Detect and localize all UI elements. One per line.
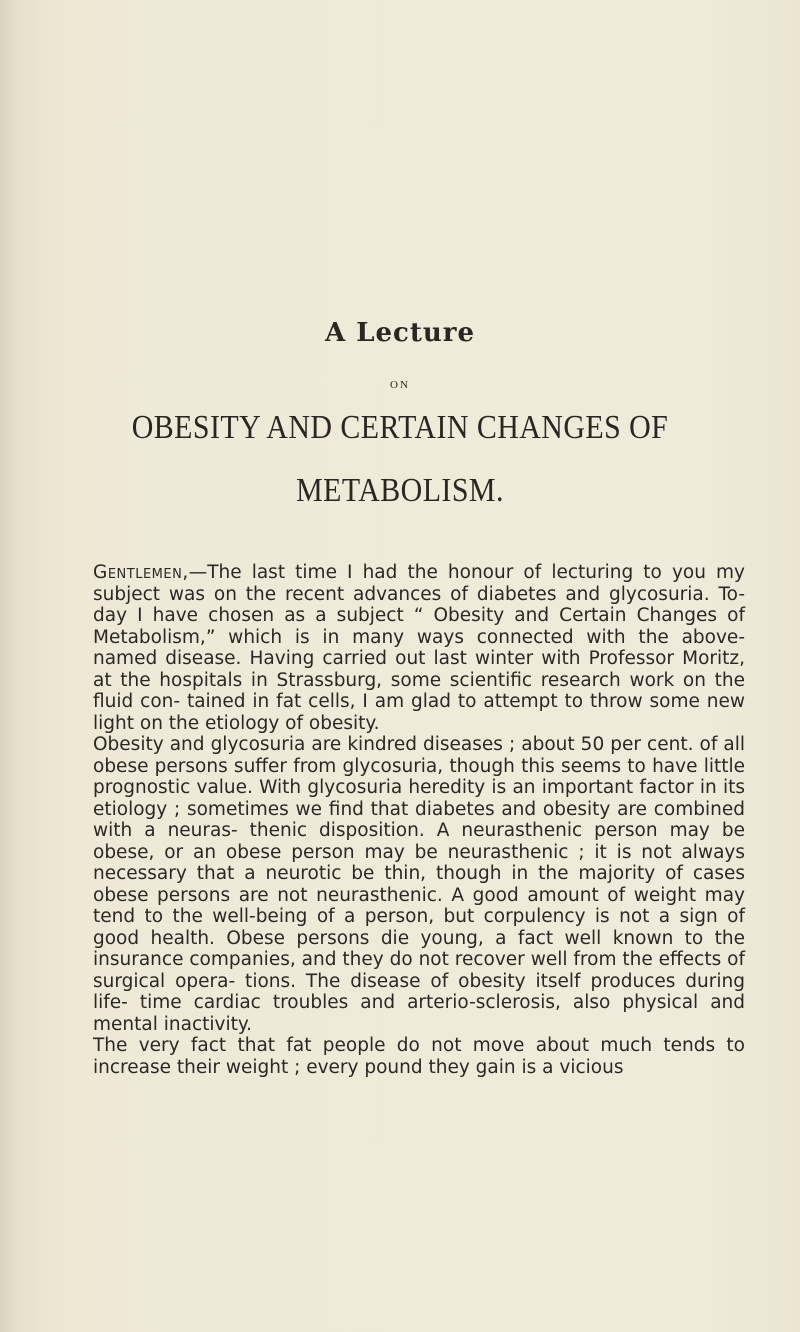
salutation: Gentlemen, <box>93 562 189 583</box>
paragraph-3: The very fact that fat people do not move about much tends to increase their weight ; every pound they gain is a vicious <box>93 1035 745 1078</box>
lecture-heading: A Lecture <box>324 318 476 348</box>
title-line-2: METABOLISM. <box>296 472 504 509</box>
heading-on: ON <box>390 379 410 391</box>
lecture-body <box>93 562 745 1078</box>
title-line-1: OBESITY AND CERTAIN CHANGES OF <box>131 409 669 446</box>
paragraph-1 <box>93 562 745 734</box>
paragraph-1-text: —The last time I had the honour of lecturing to you my subject was on the recent advances of diabetes and glycosuria. To-day I have chosen as a subject “ Obesity and Certain Changes of Metabolism,” which is in many ways connected with the above-named disease. Having carried out last winter with Professor Moritz, at the hospitals in Strassburg, some scientific research work on the fluid con- tained in fat cells, I am glad to attempt to throw some new light on the etiology of obesity. <box>93 562 745 734</box>
paragraph-2: Obesity and glycosuria are kindred diseases ; about 50 per cent. of all obese persons suffer from glycosuria, though this seems to have little prognostic value. With glycosuria heredity is an important factor in its etiology ; sometimes we find that diabetes and obesity are combined with a neuras- thenic disposition. A neurasthenic person may be obese, or an obese person may be neurasthenic ; it is not always necessary that a neurotic be thin, though in the majority of cases obese persons are not neurasthenic. A good amount of weight may tend to the well-being of a person, but corpulency is not a sign of good health. Obese persons die young, a fact well known to the insurance companies, and they do not recover well from the effects of surgical opera- tions. The disease of obesity itself produces during life- time cardiac troubles and arterio-sclerosis, also physical and mental inactivity. <box>93 734 745 1035</box>
